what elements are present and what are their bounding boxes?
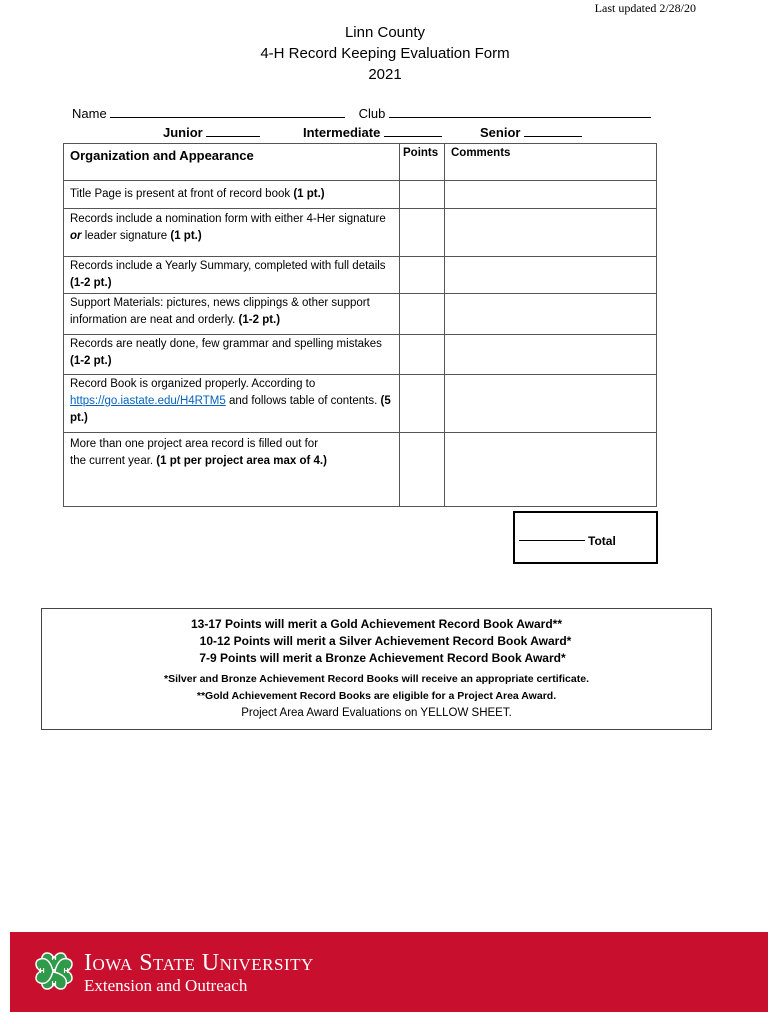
comments-cell[interactable]: [445, 209, 657, 257]
university-name: Iowa State University: [84, 950, 314, 976]
junior-field[interactable]: [206, 123, 260, 137]
criterion-project-areas: More than one project area record is filled out for the current year. (1 pt per project area max of 4.): [64, 433, 400, 507]
form-header: [0, 22, 770, 85]
junior-label: Junior: [163, 125, 203, 140]
table-row: [64, 294, 657, 335]
total-box: [513, 511, 658, 564]
senior-field[interactable]: [524, 123, 582, 137]
table-header-row: [64, 144, 657, 181]
total-field[interactable]: [519, 540, 585, 541]
guide-link[interactable]: https://go.iastate.edu/H4RTM5: [70, 395, 226, 407]
criterion-neatness: Records are neatly done, few grammar and spelling mistakes (1-2 pt.): [64, 335, 400, 375]
name-club-row: [72, 104, 651, 121]
svg-text:H: H: [63, 968, 69, 975]
criterion-nomination-form: Records include a nomination form with either 4-Her signature or leader signature (1 pt.): [64, 209, 400, 257]
form-year: 2021: [368, 66, 402, 83]
table-row: [64, 209, 657, 257]
name-label: Name: [72, 106, 107, 121]
table-row: [64, 181, 657, 209]
bronze-award-line: 7-9 Points will merit a Bronze Achievement Record Book Award*: [199, 651, 566, 665]
comments-cell[interactable]: [445, 375, 657, 433]
table-row: [64, 257, 657, 294]
comments-cell[interactable]: [445, 257, 657, 294]
criterion-title-page: Title Page is present at front of record book (1 pt.): [64, 181, 400, 209]
gold-award-line: 13-17 Points will merit a Gold Achievement Record Book Award**: [191, 617, 562, 631]
points-cell[interactable]: [400, 257, 445, 294]
svg-text:H: H: [39, 968, 45, 975]
extension-subtitle: Extension and Outreach: [84, 976, 248, 995]
criterion-yearly-summary: Records include a Yearly Summary, completed with full details (1-2 pt.): [64, 257, 400, 294]
svg-text:H: H: [51, 955, 57, 962]
comments-cell[interactable]: [445, 433, 657, 507]
county-title: Linn County: [344, 24, 426, 41]
comments-cell[interactable]: [445, 335, 657, 375]
table-row: [64, 433, 657, 507]
total-label: Total: [588, 534, 616, 548]
svg-text:H: H: [51, 981, 57, 988]
table-row: [64, 335, 657, 375]
club-field[interactable]: [389, 104, 651, 118]
last-updated-date: Last updated 2/28/20: [594, 1, 696, 15]
form-title: 4-H Record Keeping Evaluation Form: [260, 45, 510, 62]
senior-label: Senior: [480, 125, 521, 140]
isu-footer-banner: [10, 932, 768, 1012]
gold-eligibility-note: **Gold Achievement Record Books are eligible for a Project Area Award.: [196, 690, 557, 702]
yellow-sheet-note: Project Area Award Evaluations on YELLOW SHEET.: [241, 707, 512, 719]
4h-clover-icon: [32, 949, 76, 993]
evaluation-table: [63, 143, 657, 507]
criterion-organization: Record Book is organized properly. According to https://go.iastate.edu/H4RTM5 and follows table of contents. (5 pt.): [64, 375, 400, 433]
points-cell[interactable]: [400, 375, 445, 433]
silver-award-line: 10-12 Points will merit a Silver Achievement Record Book Award*: [199, 634, 572, 648]
points-cell[interactable]: [400, 433, 445, 507]
club-label: Club: [358, 106, 386, 121]
points-cell[interactable]: [400, 209, 445, 257]
points-cell[interactable]: [400, 294, 445, 335]
certificate-note: *Silver and Bronze Achievement Record Books will receive an appropriate certificate.: [163, 673, 589, 685]
intermediate-field[interactable]: [384, 123, 442, 137]
table-row: [64, 375, 657, 433]
name-field[interactable]: [110, 104, 345, 118]
award-criteria-box: [41, 608, 712, 730]
comments-cell[interactable]: [445, 181, 657, 209]
section-title: Organization and Appearance: [64, 144, 400, 181]
intermediate-label: Intermediate: [303, 125, 381, 140]
points-cell[interactable]: [400, 335, 445, 375]
criterion-support-materials: Support Materials: pictures, news clippings & other support information are neat and orderly. (1-2 pt.): [64, 294, 400, 335]
comments-header: Comments: [445, 144, 657, 181]
points-header: Points: [400, 144, 445, 181]
points-cell[interactable]: [400, 181, 445, 209]
comments-cell[interactable]: [445, 294, 657, 335]
